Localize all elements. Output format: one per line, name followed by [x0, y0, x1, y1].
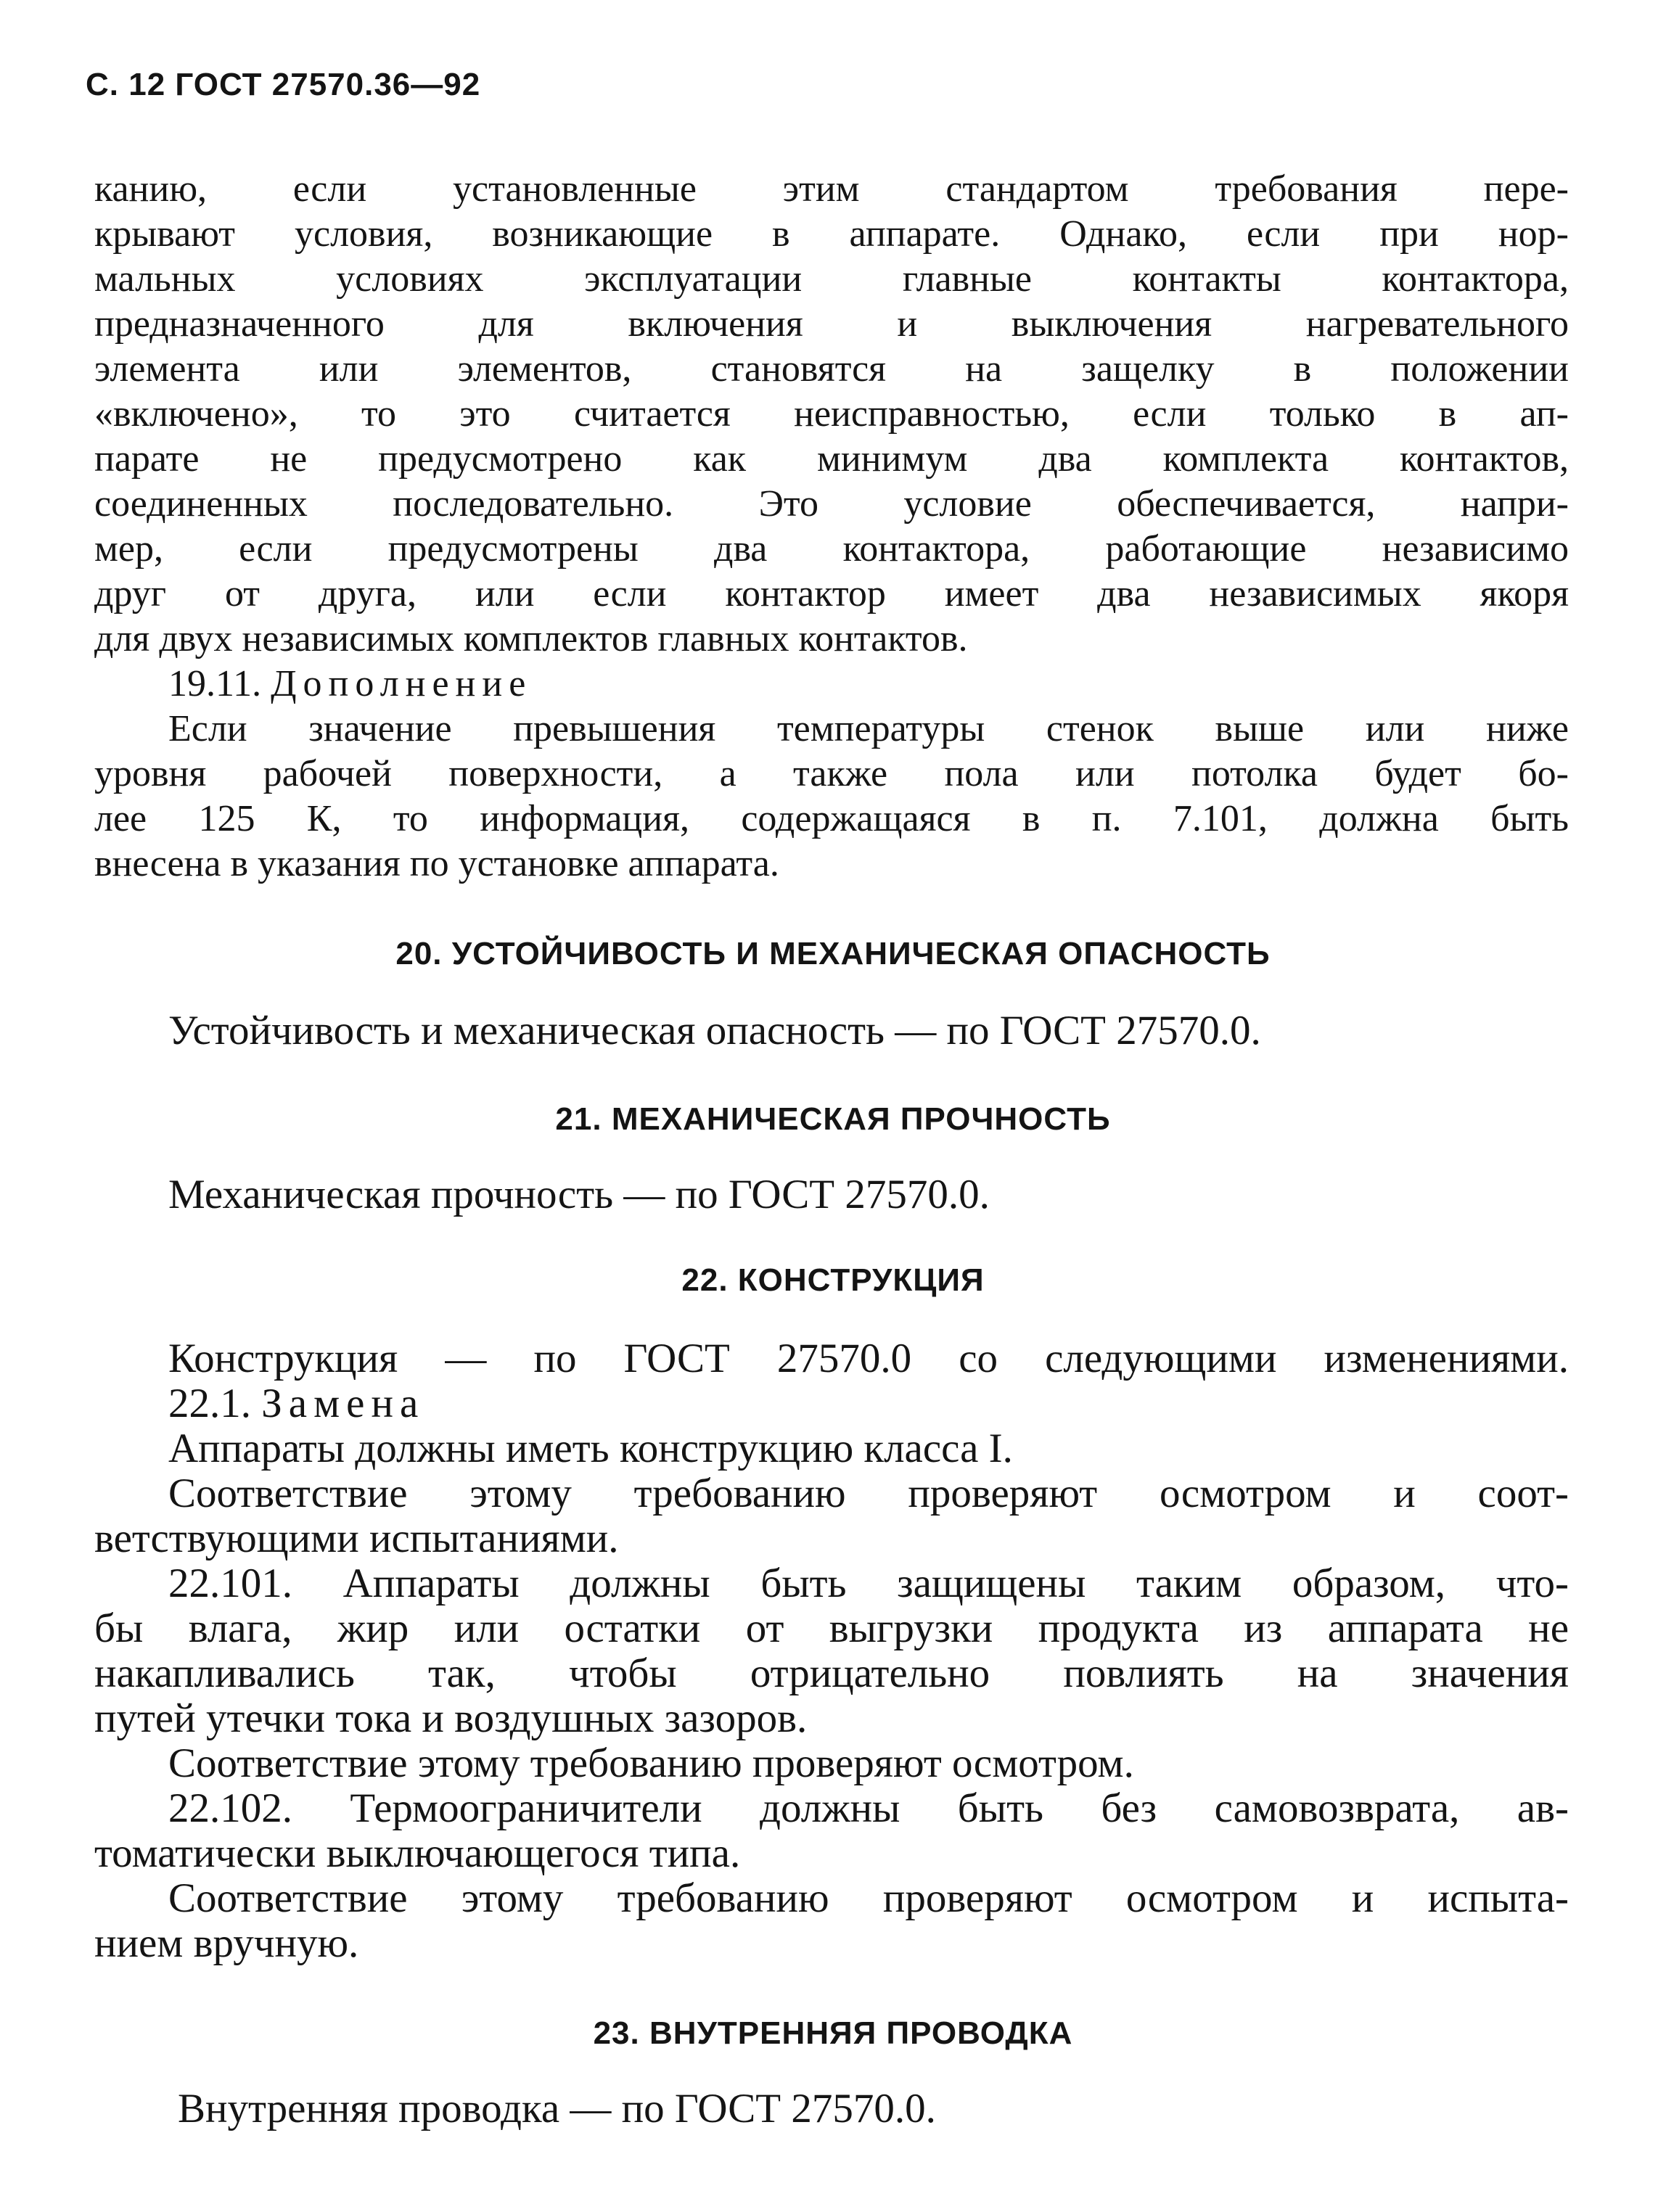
section-23-text: Внутренняя проводка — по ГОСТ 27570.0. [178, 2086, 936, 2131]
clause-22-101-line: путей утечки тока и воздушных зазоров. [94, 1695, 808, 1741]
clause-22-101-check: Соответствие этому требованию проверяют осмотром. [168, 1740, 1134, 1786]
text-line: элемента или элементов, становятся на защелку в положении [94, 348, 1569, 390]
clause-22-1-check: Соответствие этому требованию проверяют осмотром и соот- [168, 1471, 1569, 1516]
text-line: «включено», то это считается неисправностью, если только в ап- [94, 393, 1569, 435]
clause-22-101-line: накапливались так, чтобы отрицательно повлиять на значения [94, 1650, 1569, 1696]
text-line: лее 125 К, то информация, содержащаяся в п. 7.101, должна быть [94, 798, 1569, 839]
text-line: для двух независимых комплектов главных контактов. [94, 618, 968, 659]
text-line: предназначенного для включения и выключения нагревательного [94, 303, 1569, 345]
clause-22-101-line: 22.101. Аппараты должны быть защищены таким образом, что- [168, 1561, 1569, 1606]
text-line: крывают условия, возникающие в аппарате. Однако, если при нор- [94, 213, 1569, 255]
clause-22-1-check: ветствующими испытаниями. [94, 1516, 619, 1561]
clause-number: 22.1. [168, 1381, 251, 1426]
clause-22-102-check: нием вручную. [94, 1920, 359, 1966]
clause-22-101-line: бы влага, жир или остатки от выгрузки продукта из аппарата не [94, 1605, 1569, 1651]
text-line: внесена в указания по установке аппарата. [94, 843, 779, 884]
clause-22-102-check: Соответствие этому требованию проверяют осмотром и испыта- [168, 1875, 1569, 1921]
text-line: Если значение превышения температуры стенок выше или ниже [168, 708, 1569, 749]
text-line: канию, если установленные этим стандартом требования пере- [94, 168, 1569, 210]
clause-title: Дополнение [271, 663, 533, 704]
clause-22-1-title-line [168, 1380, 424, 1428]
text-line: мер, если предусмотрены два контактора, работающие независимо [94, 528, 1569, 570]
section-22-heading: 22. КОНСТРУКЦИЯ [681, 1262, 985, 1298]
clause-number: 19.11. [168, 663, 262, 704]
section-20-text: Устойчивость и механическая опасность — по ГОСТ 27570.0. [168, 1008, 1261, 1053]
clause-22-102-line: 22.102. Термоограничители должны быть без самовозврата, ав- [168, 1785, 1569, 1831]
section-20-heading: 20. УСТОЙЧИВОСТЬ И МЕХАНИЧЕСКАЯ ОПАСНОСТЬ [395, 936, 1271, 971]
clause-title: Замена [261, 1381, 425, 1426]
text-line: парате не предусмотрено как минимум два комплекта контактов, [94, 438, 1569, 480]
text-line: мальных условиях эксплуатации главные контакты контактора, [94, 258, 1569, 300]
clause-22-1-text: Аппараты должны иметь конструкцию класса I. [168, 1426, 1013, 1471]
text-line: друг от друга, или если контактор имеет два независимых якоря [94, 573, 1569, 614]
section-23-heading: 23. ВНУТРЕННЯЯ ПРОВОДКА [593, 2015, 1073, 2051]
clause-22-102-line: томатически выключающегося типа. [94, 1830, 741, 1876]
section-21-heading: 21. МЕХАНИЧЕСКАЯ ПРОЧНОСТЬ [555, 1101, 1111, 1137]
text-line: соединенных последовательно. Это условие обеспечивается, напри- [94, 483, 1569, 525]
section-21-text: Механическая прочность — по ГОСТ 27570.0. [168, 1172, 990, 1217]
page-header: С. 12 ГОСТ 27570.36—92 [86, 67, 481, 102]
clause-title-line [168, 662, 532, 707]
section-22-intro: Конструкция — по ГОСТ 27570.0 со следующими изменениями. [168, 1336, 1569, 1381]
text-line: уровня рабочей поверхности, а также пола или потолка будет бо- [94, 753, 1569, 794]
